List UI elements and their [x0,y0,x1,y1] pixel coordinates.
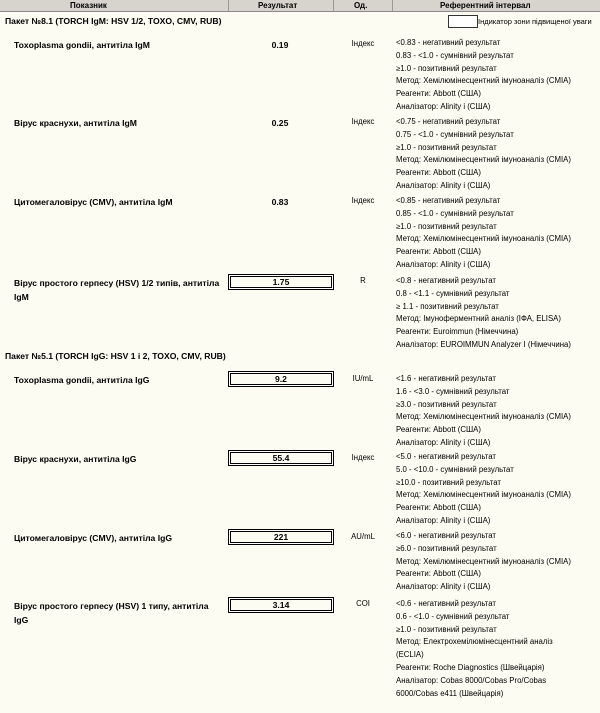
ref-line: 0.83 - <1.0 - сумнівний результат [396,50,514,60]
ref-line: ≥6.0 - позитивний результат [396,543,497,553]
header-reference: Референтний інтервал [440,1,531,10]
ref-line: 0.8 - <1.1 - сумнівний результат [396,288,510,298]
reference-interval [396,451,596,528]
ref-line: Метод: Хемілюмінесцентний імуноаналіз (CMIA) [396,234,571,244]
test-value: 0.83 [271,197,289,207]
ref-line: <6.0 - негативний результат [396,531,496,540]
header-unit: Од. [354,1,368,10]
ref-line: ≥1.0 - позитивний результат [396,624,497,634]
ref-line: <0.8 - негативний результат [396,276,496,285]
ref-line: ≥ 1.1 - позитивний результат [396,301,499,311]
test-value: 0.25 [271,118,289,128]
ref-line: Реагенти: Abbott (США) [396,89,481,99]
ref-line: 6000/Cobas e411 (Швейцарія) [396,688,504,698]
ref-line: <1.6 - негативний результат [396,374,496,383]
ref-line: Метод: Хемілюмінесцентний імуноаналіз (CMIA) [396,556,571,566]
test-value-flagged: 1.75 [228,274,334,290]
reference-interval [396,598,596,700]
header-indicator: Показник [70,1,107,10]
test-unit: AU/mL [351,532,375,541]
test-name: Цитомегаловірус (CMV), антитіла IgG [14,533,173,543]
reference-interval [396,116,596,193]
ref-line: ≥1.0 - позитивний результат [396,63,497,73]
ref-line: Аналізатор: Alinity i (США) [396,180,491,190]
ref-line: Аналізатор: Alinity i (США) [396,101,491,111]
ref-line: Метод: Імуноферментний аналіз (ІФА, ELISA) [396,314,561,324]
ref-line: <0.6 - негативний результат [396,599,496,608]
test-unit: Індекс [351,117,375,126]
ref-line: Метод: Електрохемілюмінесцентний аналіз [396,637,553,647]
ref-line: 1.6 - <3.0 - сумнівний результат [396,386,510,396]
ref-line: Реагенти: Abbott (США) [396,503,481,513]
ref-line: <0.85 - негативний результат [396,196,501,205]
ref-line: Реагенти: Abbott (США) [396,425,481,435]
test-name: Вірус простого герпесу (HSV) 1 типу, антитіла IgG [14,601,209,625]
ref-line: Метод: Хемілюмінесцентний імуноаналіз (CMIA) [396,155,571,165]
ref-line: ≥1.0 - позитивний результат [396,142,497,152]
test-unit: Індекс [351,453,375,462]
reference-interval [396,37,596,114]
ref-line: Метод: Хемілюмінесцентний імуноаналіз (CMIA) [396,490,571,500]
test-name: Toxoplasma gondii, антитіла IgM [14,40,150,50]
ref-line: 0.85 - <1.0 - сумнівний результат [396,208,514,218]
ref-line: 0.75 - <1.0 - сумнівний результат [396,129,514,139]
ref-line: <5.0 - негативний результат [396,452,496,461]
reference-interval [396,275,596,352]
ref-line: Реагенти: Abbott (США) [396,168,481,178]
test-name: Вірус простого герпесу (HSV) 1/2 типів, антитіла IgM [14,278,220,302]
test-unit: Індекс [351,39,375,48]
ref-line: Реагенти: Euroimmun (Німеччина) [396,327,519,337]
table-header [0,0,600,12]
test-unit: R [360,276,366,285]
header-divider [333,0,334,11]
ref-line: Реагенти: Abbott (США) [396,247,481,257]
ref-line: Аналізатор: Alinity i (США) [396,437,491,447]
ref-line: Метод: Хемілюмінесцентний імуноаналіз (CMIA) [396,76,571,86]
test-unit: COI [356,599,370,608]
ref-line: 5.0 - <10.0 - сумнівний результат [396,464,514,474]
header-divider [392,0,393,11]
test-name: Toxoplasma gondii, антитіла IgG [14,375,150,385]
test-name: Цитомегаловірус (CMV), антитіла IgM [14,197,173,207]
test-value-flagged: 55.4 [228,450,334,466]
ref-line: ≥1.0 - позитивний результат [396,221,497,231]
test-value: 0.19 [271,40,289,50]
ref-line: <0.83 - негативний результат [396,38,501,47]
header-divider [228,0,229,11]
attention-indicator-box [448,15,478,28]
reference-interval [396,373,596,450]
ref-line: Аналізатор: Cobas 8000/Cobas Pro/Cobas [396,675,547,685]
reference-interval [396,530,596,594]
ref-line: Аналізатор: Alinity i (США) [396,515,491,525]
test-value-flagged: 221 [228,529,334,545]
ref-line: (ECLIA) [396,650,424,660]
ref-line: ≥10.0 - позитивний результат [396,477,501,487]
ref-line: Реагенти: Abbott (США) [396,569,481,579]
attention-indicator-label: Індикатор зони підвищеної уваги [478,17,592,26]
reference-interval [396,195,596,272]
test-unit: IU/mL [352,374,374,383]
ref-line: Метод: Хемілюмінесцентний імуноаналіз (CMIA) [396,412,571,422]
ref-line: <0.75 - негативний результат [396,117,501,126]
ref-line: 0.6 - <1.0 - сумнівний результат [396,611,510,621]
ref-line: Реагенти: Roche Diagnostics (Швейцарія) [396,662,545,672]
ref-line: Аналізатор: Alinity i (США) [396,582,491,592]
test-value-flagged: 3.14 [228,597,334,613]
ref-line: Аналізатор: Alinity i (США) [396,259,491,269]
ref-line: ≥3.0 - позитивний результат [396,399,497,409]
package-title: Пакет №8.1 (TORCH IgM: HSV 1/2, TOXO, CMV, RUB) [5,16,222,26]
ref-line: Аналізатор: EUROIMMUN Analyzer I (Німеччина) [396,339,571,349]
test-value-flagged: 9.2 [228,371,334,387]
test-unit: Індекс [351,196,375,205]
package-title: Пакет №5.1 (TORCH IgG: HSV 1 і 2, TOXO, CMV, RUB) [5,351,226,361]
test-name: Вірус краснухи, антитіла IgM [14,118,137,128]
test-name: Вірус краснухи, антитіла IgG [14,454,137,464]
header-result: Результат [258,1,298,10]
